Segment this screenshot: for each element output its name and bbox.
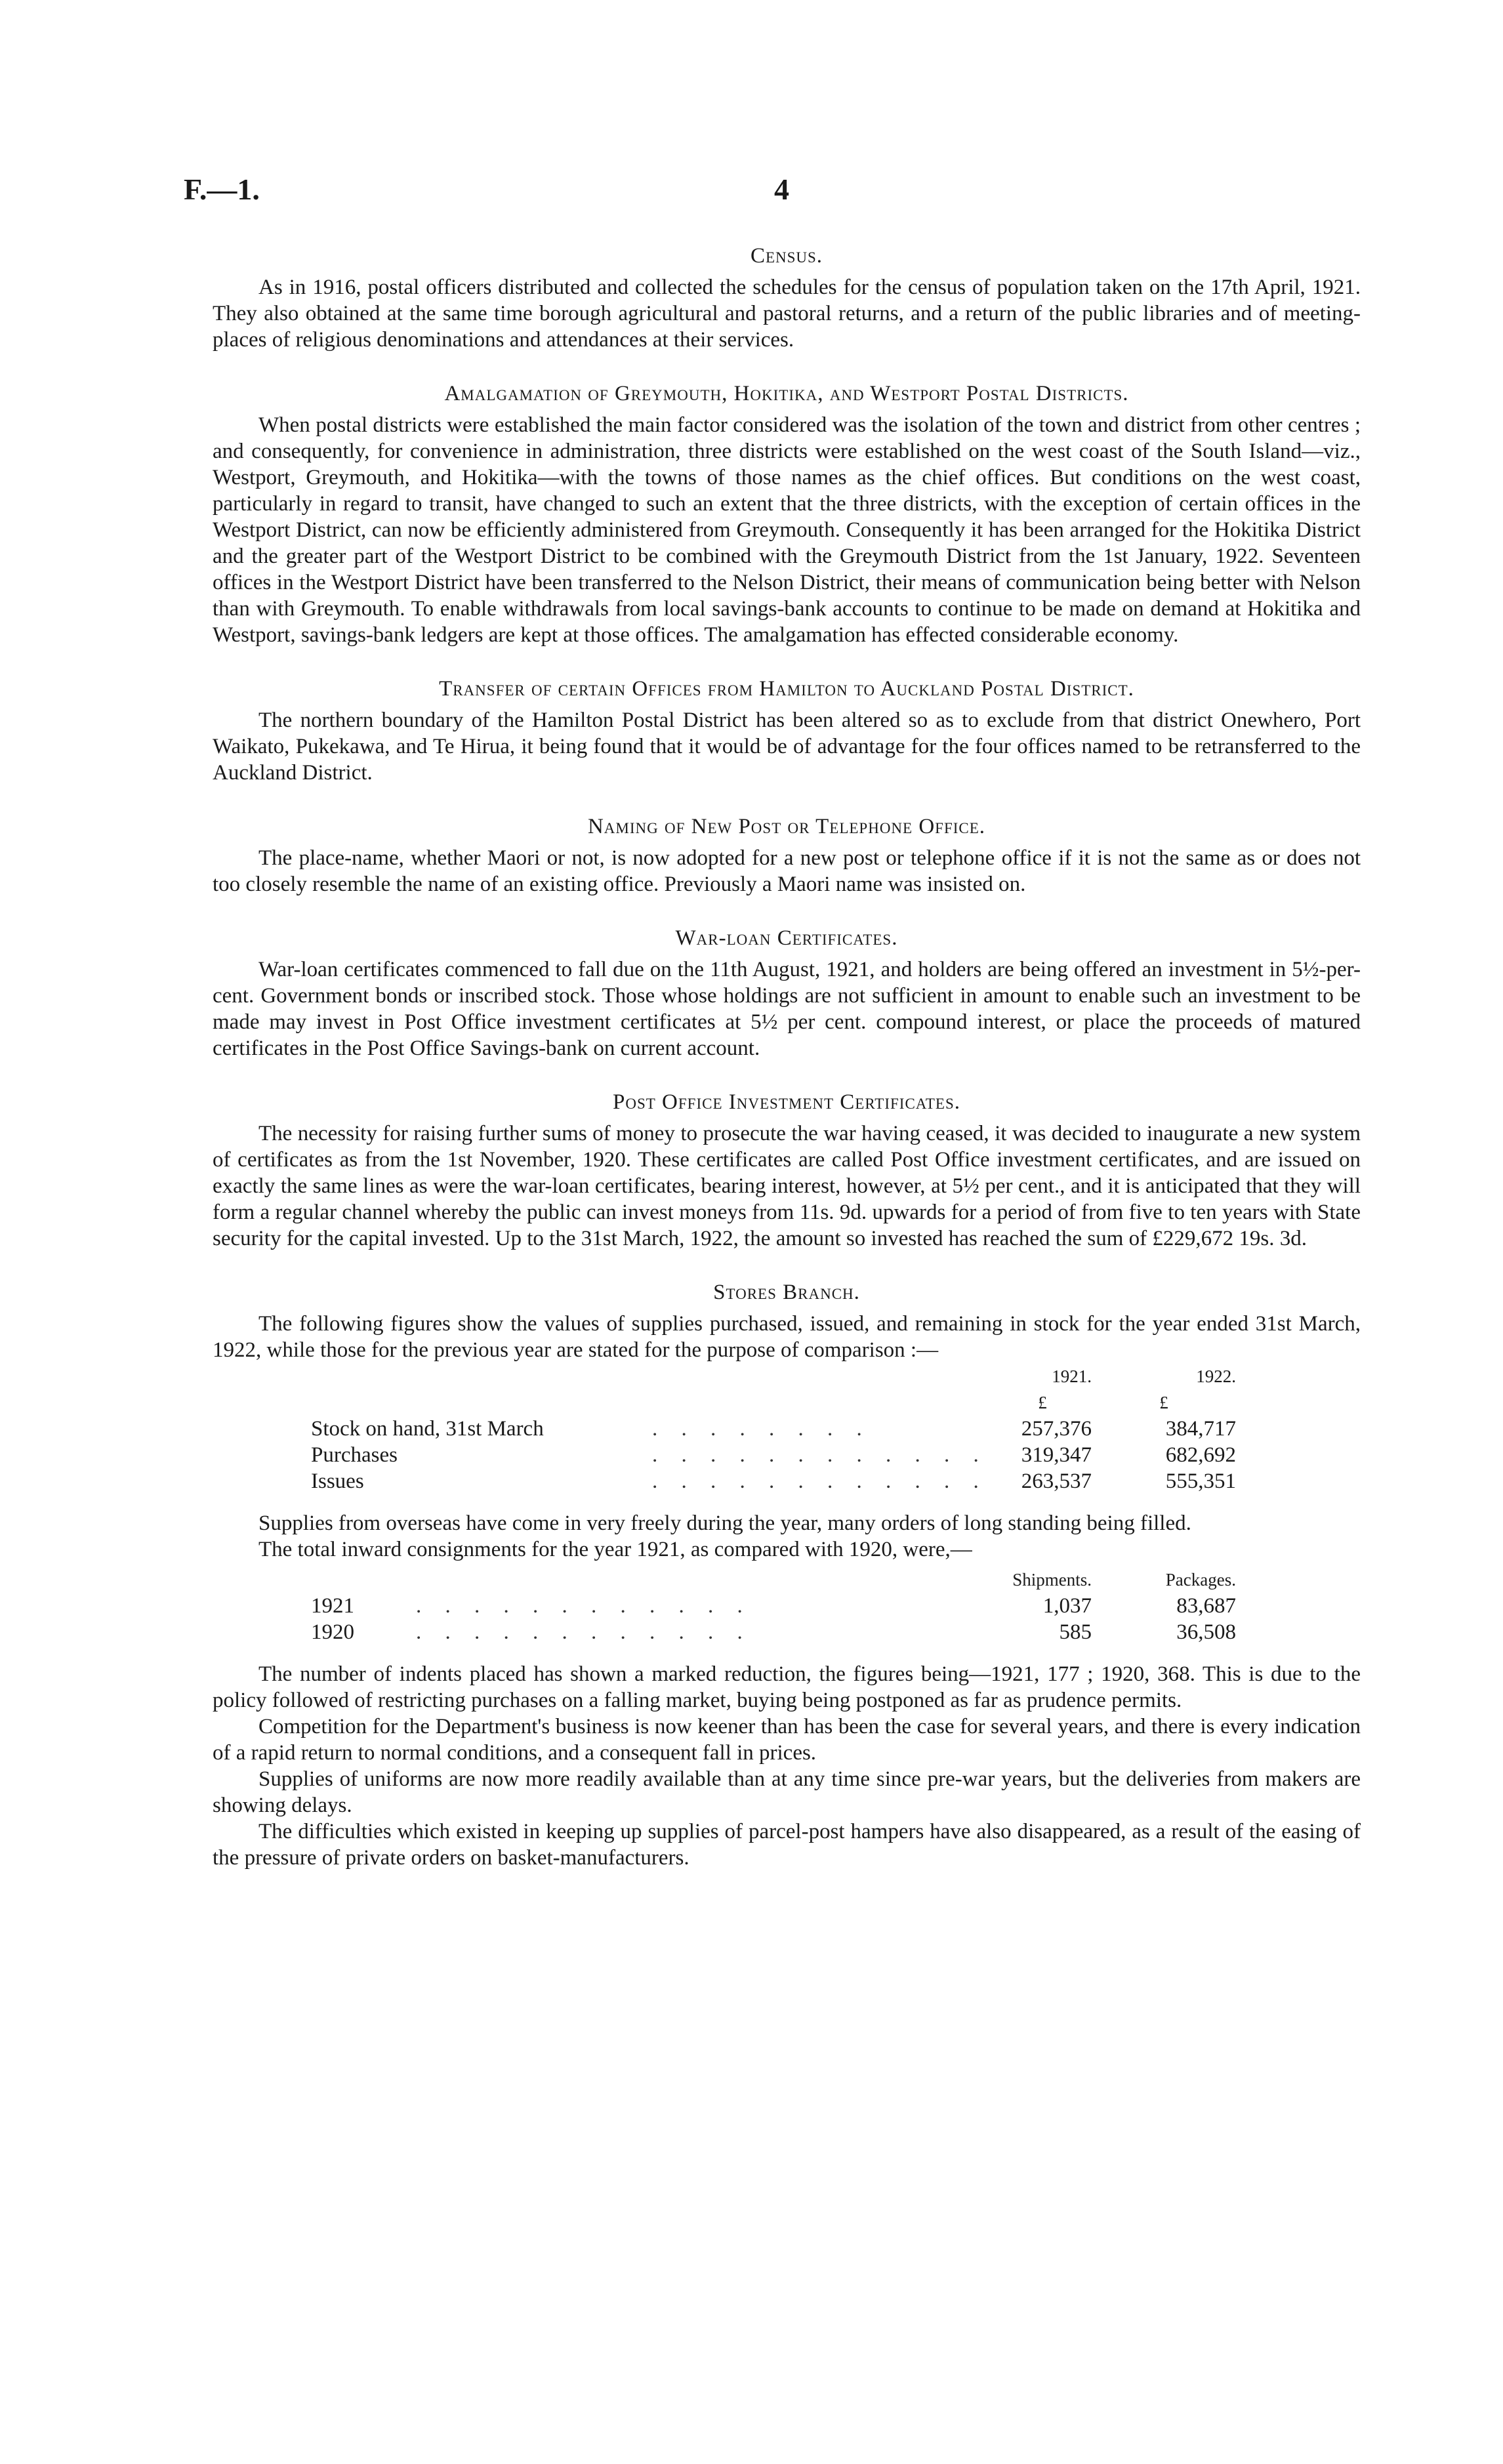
unit-1922: £ [1159, 1393, 1168, 1412]
paragraph-investment: The necessity for raising further sums of money to prosecute the war having ceased, it was decided to inaugurate a new system of certificates as from the 1st November, 1920. These certificates are called Post Office investment certificates, and are issued on exactly the same lines as were the war-loan certificates, bearing interest, however, at 5½ per cent., and it is anticipated that they will form a regular channel whereby the public can invest moneys from 11s. 9d. upwards for a period of from five to ten years with State security for the capital invested. Up to the 31st March, 1922, the amount so invested has reached the sum of £229,672 19s. 3d. [213, 1122, 1361, 1250]
table-row [311, 1619, 1236, 1645]
leader-dots: . . . . . . . . [652, 1417, 871, 1441]
section-stores [213, 1279, 1361, 1871]
page-header [184, 172, 1430, 211]
heading-amalgamation: Amalgamation of Greymouth, Hokitika, and Westport Postal Districts. [444, 382, 1129, 405]
heading-census: Census. [750, 244, 823, 268]
row-label: Issues [311, 1469, 364, 1493]
table-row [311, 1442, 1236, 1468]
paragraph-inward: The total inward consignments for the year 1921, as compared with 1920, were,— [258, 1538, 972, 1561]
paragraph-war-loan: War-loan certificates commenced to fall due on the 11th August, 1921, and holders are being offered an investment in 5½-per-cent. Government bonds or inscribed stock. Those whose holdings are not sufficient in amount to enable such an investment to be made may invest in Post Office investment certificates at 5½ per cent. compound interest, or place the proceeds of matured certificates in the Post Office Savings-bank on current account. [213, 958, 1361, 1060]
packages-value: 36,508 [1176, 1620, 1236, 1644]
unit-1921: £ [1038, 1393, 1047, 1412]
paragraph-uniforms: Supplies of uniforms are now more readily available than at any time since pre-war years, but the deliveries from makers are showing delays. [213, 1767, 1361, 1817]
table-row [311, 1416, 1236, 1442]
row-label: Stock on hand, 31st March [311, 1417, 544, 1441]
column-header-1922: 1922. [1196, 1366, 1236, 1386]
column-header-shipments: Shipments. [1012, 1570, 1092, 1590]
leader-dots: . . . . . . . . . . . . [652, 1469, 988, 1493]
row-label: 1920 [311, 1620, 354, 1644]
document-reference: F.—1. [184, 173, 260, 206]
page-body [213, 243, 1361, 1899]
value-1922: 384,717 [1165, 1417, 1236, 1441]
page-number: 4 [774, 173, 789, 206]
paragraph-hampers: The difficulties which existed in keeping up supplies of parcel-post hampers have also disappeared, as a result of the easing of the pressure of private orders on basket-manufacturers. [213, 1820, 1361, 1870]
value-1921: 263,537 [1021, 1469, 1092, 1493]
packages-value: 83,687 [1176, 1594, 1236, 1618]
paragraph-census: As in 1916, postal officers distributed and collected the schedules for the census of population taken on the 17th April, 1921. They also obtained at the same time borough agricultural and pastoral returns, and a return of the public libraries and of meeting-places of religious denominations and attendances at their services. [213, 276, 1361, 352]
paragraph-amalgamation: When postal districts were established the main factor considered was the isolation of the town and district from other centres ; and consequently, for convenience in administration, three districts were established on the west coast of the South Island—viz., Westport, Greymouth, and Hokitika—with the towns of those names as the chief offices. But conditions on the west coast, particularly in regard to transit, have changed to such an extent that the three districts, with the exception of certain offices in the Westport District, can now be efficiently administered from Greymouth. Consequently it has been arranged for the Hokitika District and the greater part of the Westport District to be combined with the Greymouth District from the 1st January, 1922. Seventeen offices in the Westport District have been transferred to the Nelson District, their means of communication being better with Nelson than with Greymouth. To enable withdrawals from local savings-bank accounts to continue to be made on demand at Hokitika and Westport, savings-bank ledgers are kept at those offices. The amalgamation has effected considerable economy. [213, 413, 1361, 647]
row-label: 1921 [311, 1594, 354, 1618]
heading-war-loan: War-loan Certificates. [675, 926, 898, 950]
leader-dots: . . . . . . . . . . . . [652, 1443, 988, 1467]
value-1922: 682,692 [1165, 1443, 1236, 1467]
value-1921: 257,376 [1021, 1417, 1092, 1441]
section-war-loan [213, 925, 1361, 1061]
section-amalgamation [213, 380, 1361, 648]
paragraph-transfer: The northern boundary of the Hamilton Postal District has been altered so as to exclude from that district Onewhero, Port Waikato, Pukekawa, and Te Hirua, it being found that it would be of advantage for the four offices named to be retransferred to the Auckland District. [213, 708, 1361, 785]
table-row [311, 1593, 1236, 1619]
section-investment [213, 1089, 1361, 1252]
table-row [311, 1468, 1236, 1494]
heading-stores: Stores Branch. [713, 1281, 860, 1304]
section-naming [213, 813, 1361, 897]
paragraph-naming: The place-name, whether Maori or not, is now adopted for a new post or telephone office if it is not the same as or does not too closely resemble the name of an existing office. Previously a Maori name was insisted on. [213, 846, 1361, 896]
heading-investment: Post Office Investment Certificates. [613, 1090, 960, 1114]
paragraph-stores-intro: The following figures show the values of supplies purchased, issued, and remaining in stock for the year ended 31st March, 1922, while those for the previous year are stated for the purpose of comparison :— [213, 1312, 1361, 1362]
row-label: Purchases [311, 1443, 398, 1467]
heading-transfer: Transfer of certain Offices from Hamilton to Auckland Postal District. [439, 677, 1134, 701]
value-1921: 319,347 [1021, 1443, 1092, 1467]
leader-dots: . . . . . . . . . . . . [416, 1594, 752, 1618]
paragraph-overseas: Supplies from overseas have come in very freely during the year, many orders of long standing being filled. [258, 1511, 1191, 1535]
table-header-row [311, 1567, 1236, 1593]
leader-dots: . . . . . . . . . . . . [416, 1620, 752, 1644]
heading-naming: Naming of New Post or Telephone Office. [587, 815, 986, 838]
section-census [213, 243, 1361, 353]
paragraph-competition: Competition for the Department's business is now keener than has been the case for several years, and there is every indication of a rapid return to normal conditions, and a consequent fall in prices. [213, 1715, 1361, 1765]
table-header-row [311, 1363, 1236, 1389]
value-1922: 555,351 [1165, 1469, 1236, 1493]
table-unit-row [311, 1389, 1236, 1416]
paragraph-indents: The number of indents placed has shown a marked reduction, the figures being—1921, 177 ; 1920, 368. This is due to the policy followed of restricting purchases on a falling market, buying being postponed as far as prudence permits. [213, 1662, 1361, 1712]
stores-values-table [311, 1363, 1236, 1494]
shipments-value: 585 [1059, 1620, 1092, 1644]
column-header-1921: 1921. [1052, 1366, 1092, 1386]
section-transfer [213, 676, 1361, 786]
consignments-table [311, 1567, 1236, 1645]
shipments-value: 1,037 [1042, 1594, 1092, 1618]
column-header-packages: Packages. [1165, 1570, 1236, 1590]
